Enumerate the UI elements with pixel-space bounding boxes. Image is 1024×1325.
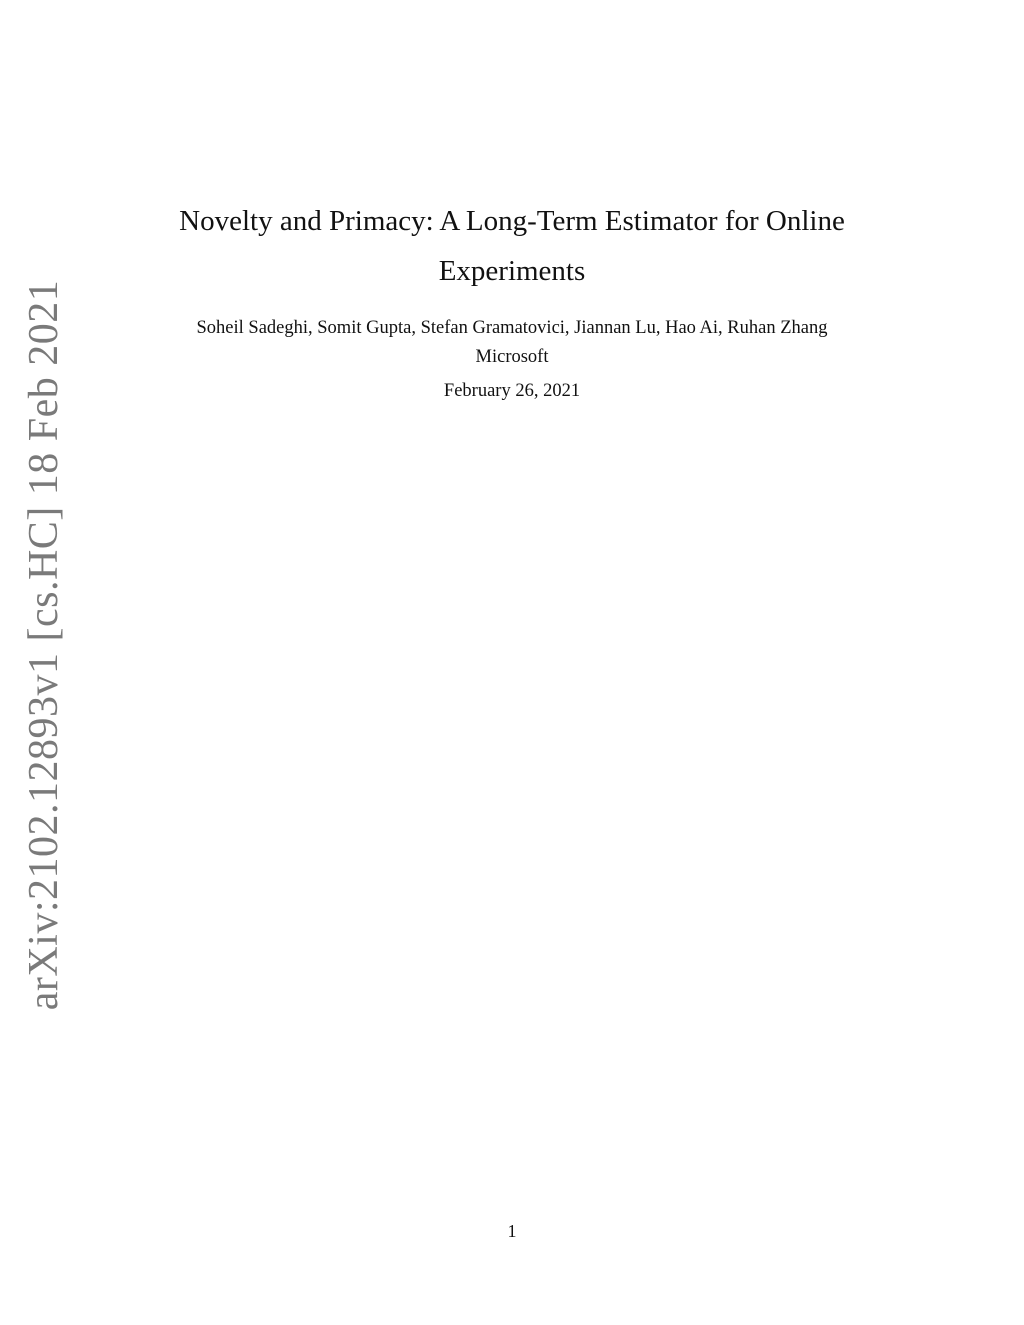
paper-authors: Soheil Sadeghi, Somit Gupta, Stefan Gramatovici, Jiannan Lu, Hao Ai, Ruhan Zhang [196, 318, 828, 338]
paper-affiliation: Microsoft [475, 347, 549, 367]
arxiv-identifier-stamp: arXiv:2102.12893v1 [cs.HC] 18 Feb 2021 [21, 279, 67, 1011]
paper-date: February 26, 2021 [443, 381, 581, 401]
page-number: 1 [507, 1221, 517, 1241]
paper-title: Novelty and Primacy: A Long-Term Estimator for Online Experiments [179, 205, 845, 287]
